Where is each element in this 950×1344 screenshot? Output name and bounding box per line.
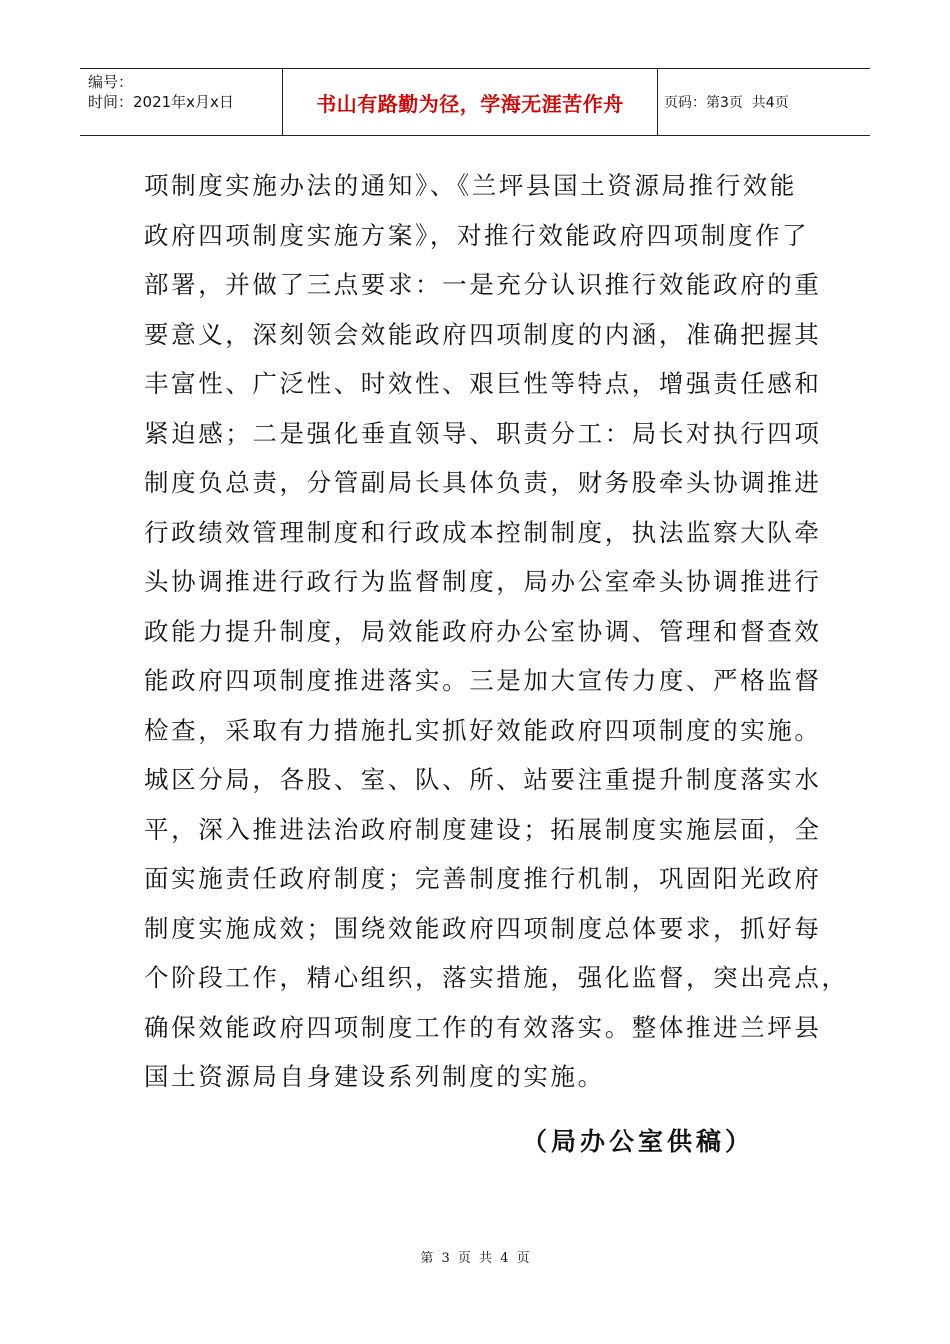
body-line: 制度负总责，分管副局长具体负责，财务股牵头协调推进 (144, 468, 822, 497)
body-line: 能政府四项制度推进落实。三是加大宣传力度、严格监督 (144, 666, 822, 695)
body-line: 政府四项制度实施方案》，对推行效能政府四项制度作了 (144, 220, 810, 250)
header-meta (80, 69, 282, 135)
body-line: 丰富性、广泛性、时效性、艰巨性等特点，增强责任感和 (144, 369, 822, 398)
header-motto: 书山有路勤为径，学海无涯苦作舟 (282, 69, 658, 135)
body-line: 项制度实施办法的通知》、《兰坪县国土资源局推行效能 (144, 171, 797, 200)
body-line: 面实施责任政府制度；完善制度推行机制，巩固阳光政府 (144, 864, 822, 893)
body-text (144, 161, 849, 1102)
body-line: 政能力提升制度，局效能政府办公室协调、管理和督查效 (144, 616, 822, 646)
page-footer: 第 3 页 共 4 页 (420, 1251, 530, 1266)
body-line: 检查，采取有力措施扎实抓好效能政府四项制度的实施。 (144, 715, 822, 745)
body-line: 制度实施成效；围绕效能政府四项制度总体要求，抓好每 (144, 913, 822, 943)
body-line: 头协调推进行政行为监督制度，局办公室牵头协调推进行 (144, 567, 822, 596)
signature: （局办公室供稿） (522, 1127, 755, 1156)
body-line: 个阶段工作，精心组织，落实措施，强化监督，突出亮点， (144, 963, 849, 992)
body-line: 行政绩效管理制度和行政成本控制制度，执法监察大队牵 (144, 517, 822, 547)
body-line: 要意义，深刻领会效能政府四项制度的内涵，准确把握其 (144, 319, 822, 349)
document-time: 时间：2021年x月x日 (88, 93, 234, 111)
document-number: 编号： (88, 73, 134, 91)
page-header (80, 68, 870, 136)
body-line: 平，深入推进法治政府制度建设；拓展制度实施层面，全 (144, 814, 822, 844)
body-line: 部署，并做了三点要求：一是充分认识推行效能政府的重 (144, 270, 822, 299)
header-page-info: 页码：第3页 共4页 (664, 95, 789, 111)
body-line: 城区分局，各股、室、队、所、站要注重提升制度落实水 (144, 765, 822, 794)
body-line: 紧迫感；二是强化垂直领导、职责分工：局长对执行四项 (144, 418, 822, 448)
body-line: 确保效能政府四项制度工作的有效落实。整体推进兰坪县 (144, 1012, 822, 1042)
body-line: 国土资源局自身建设系列制度的实施。 (144, 1062, 605, 1091)
